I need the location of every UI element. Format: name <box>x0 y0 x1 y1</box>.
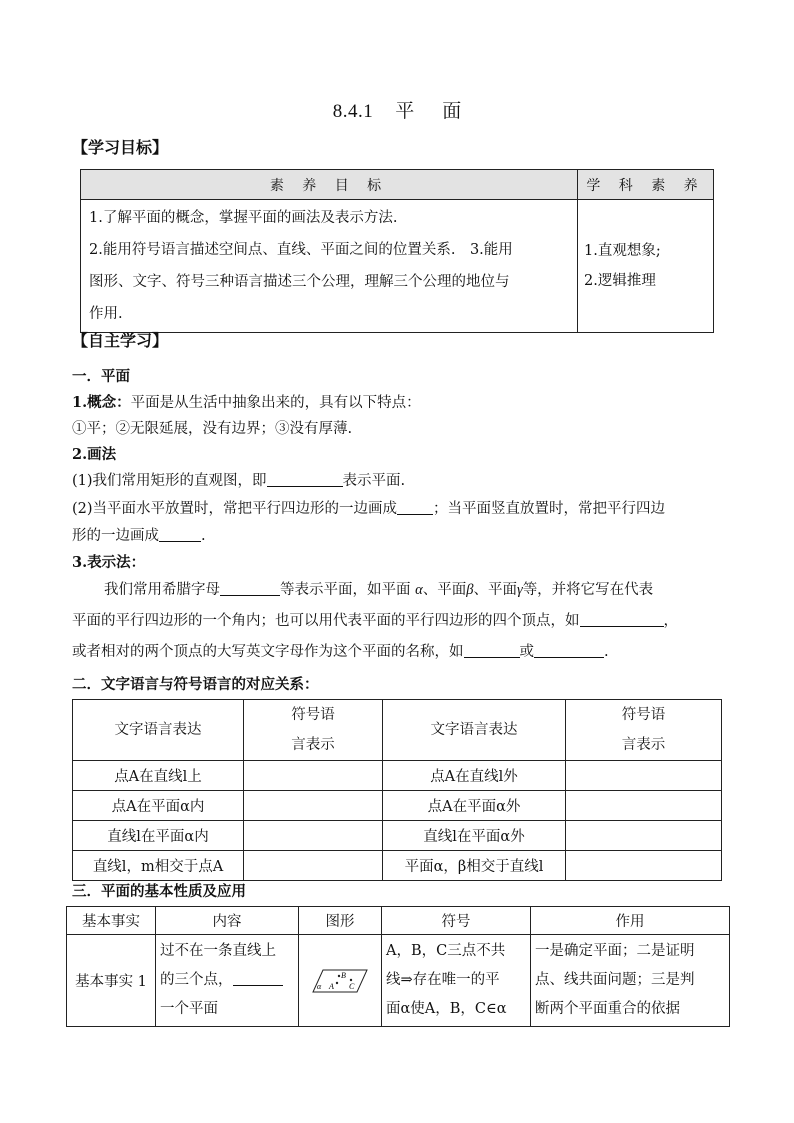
symbol-line-2: 线⇒存在唯一的平 <box>386 972 500 988</box>
concept-text: 平面是从生活中抽象出来的，具有以下特点： <box>130 395 421 411</box>
heading-correspondence: 二．文字语言与符号语言的对应关系： <box>72 676 319 693</box>
answer-blank[interactable] <box>267 472 343 487</box>
rep-text-2a: 平面的平行四边形的一个角内；也可以用代表平面的平行四边形的四个顶点，如 <box>72 613 580 629</box>
content-line-2 <box>160 966 294 995</box>
content-text-2: 的三个点， <box>160 972 233 988</box>
answer-blank[interactable] <box>159 527 201 542</box>
col-use: 作用 <box>531 907 730 935</box>
goal-line-2: 2.能用符号语言描述空间点、直线、平面之间的位置关系. 3.能用 <box>89 242 513 258</box>
title-word-1: 平 <box>395 100 415 122</box>
col-symbol: 符号 <box>382 907 531 935</box>
table-cell: 点A在平面α内 <box>73 791 244 821</box>
goals-header-subject-literacy: 学 科 素 养 <box>578 170 714 200</box>
col-symbol2-line1: 符号语 <box>621 707 666 723</box>
answer-cell[interactable] <box>244 821 383 851</box>
goals-header-literacy-goals: 素 养 目 标 <box>81 170 578 200</box>
col-symbol-expression <box>244 700 383 761</box>
rep-text-3b: 或 <box>519 644 534 660</box>
symbol-line-1: A，B，C三点不共 <box>386 943 506 959</box>
representation-line-2 <box>72 609 732 630</box>
answer-blank[interactable] <box>233 971 283 986</box>
answer-blank[interactable] <box>397 500 433 515</box>
properties-table <box>66 906 730 1027</box>
basic-fact-content <box>156 935 299 1027</box>
basic-fact-use <box>531 935 730 1027</box>
correspondence-table <box>72 699 722 881</box>
content-line-3: 一个平面 <box>160 1001 218 1017</box>
page-title <box>0 96 794 123</box>
answer-blank[interactable] <box>580 612 664 627</box>
answer-blank[interactable] <box>464 643 520 658</box>
table-cell: 平面α，β相交于直线l <box>383 851 566 881</box>
symbol-line-3: 面α使A，B，C∈α <box>386 1001 507 1017</box>
content-line-1: 过不在一条直线上 <box>160 943 276 959</box>
answer-cell[interactable] <box>566 791 722 821</box>
drawing-line-1 <box>72 469 732 490</box>
basic-fact-symbol <box>382 935 531 1027</box>
rep-text-3a: 或者相对的两个顶点的大写英文字母作为这个平面的名称，如 <box>72 644 464 660</box>
table-cell: 直线l在平面α外 <box>383 821 566 851</box>
heading-basic-properties: 三．平面的基本性质及应用 <box>72 883 246 900</box>
rep-text-1c: 、平面 <box>422 582 467 598</box>
literacy-content <box>578 200 714 333</box>
beta-symbol: β <box>466 582 474 598</box>
concept-features: ①平；②无限延展，没有边界；③没有厚薄. <box>72 421 353 437</box>
representation-line-3 <box>72 640 732 661</box>
col-symbol-line2: 言表示 <box>291 737 335 753</box>
col-figure: 图形 <box>299 907 382 935</box>
alpha-symbol: α <box>415 582 423 598</box>
section-learning-goals: 【学习目标】 <box>72 138 169 157</box>
col-content: 内容 <box>156 907 299 935</box>
rep-text-1e: 等，并将它写在代表 <box>522 582 654 598</box>
table-cell: 直线l在平面α内 <box>73 821 244 851</box>
col-basic-fact: 基本事实 <box>67 907 156 935</box>
drawing-text-2b: ；当平面竖直放置时，常把平行四边 <box>433 501 666 517</box>
drawing-text-2a: (2)当平面水平放置时，常把平行四边形的一边画成 <box>72 501 398 517</box>
goals-content <box>81 200 578 333</box>
table-cell: 点A在平面α外 <box>383 791 566 821</box>
representation-line-1 <box>104 578 764 599</box>
drawing-text-1a: (1)我们常用矩形的直观图，即 <box>72 473 267 489</box>
rep-text-2b: ， <box>663 613 678 629</box>
drawing-label: 2.画法 <box>72 446 117 463</box>
use-line-3: 断两个平面重合的依据 <box>535 1001 680 1017</box>
gamma-symbol: γ <box>516 582 523 598</box>
table-cell: 点A在直线l上 <box>73 761 244 791</box>
plane-figure-icon <box>311 966 369 996</box>
goal-line-3: 图形、文字、符号三种语言描述三个公理，理解三个公理的地位与 <box>89 274 510 290</box>
fig-label-A: A <box>329 981 334 991</box>
col-symbol-expression-2 <box>566 700 722 761</box>
rep-text-1b: 等表示平面，如平面 <box>280 582 411 598</box>
goal-line-4: 作用. <box>89 306 123 322</box>
answer-cell[interactable] <box>566 851 722 881</box>
fig-label-alpha: α <box>317 981 322 991</box>
concept-label: 1.概念： <box>72 394 131 411</box>
drawing-line-2 <box>72 497 732 518</box>
answer-blank[interactable] <box>220 581 280 596</box>
fig-label-C: C <box>349 981 355 991</box>
fig-label-B: B <box>341 970 346 980</box>
col-text-expression-2: 文字语言表达 <box>383 700 566 761</box>
literacy-item-2: 2.逻辑推理 <box>584 273 656 289</box>
answer-cell[interactable] <box>566 761 722 791</box>
rep-text-3c: . <box>604 644 609 660</box>
use-line-1: 一是确定平面；二是证明 <box>535 943 695 959</box>
basic-fact-name: 基本事实 1 <box>67 935 156 1027</box>
goals-table <box>80 169 714 333</box>
drawing-text-3b: . <box>201 528 206 544</box>
section-self-study: 【自主学习】 <box>72 331 169 350</box>
title-word-2: 面 <box>442 100 462 122</box>
answer-cell[interactable] <box>566 821 722 851</box>
representation-label: 3.表示法： <box>72 554 146 571</box>
concept-line <box>72 391 732 412</box>
drawing-text-3a: 形的一边画成 <box>72 528 159 544</box>
literacy-item-1: 1.直观想象; <box>584 243 661 259</box>
drawing-line-3 <box>72 524 732 545</box>
col-symbol2-line2: 言表示 <box>621 737 666 753</box>
col-symbol-line1: 符号语 <box>291 707 335 723</box>
title-number: 8.4.1 <box>332 101 374 122</box>
heading-plane: 一．平面 <box>72 368 130 385</box>
col-text-expression: 文字语言表达 <box>73 700 244 761</box>
basic-fact-figure <box>299 935 382 1027</box>
rep-text-1d: 、平面 <box>473 582 517 598</box>
use-line-2: 点、线共面问题；三是判 <box>535 972 695 988</box>
goal-line-1: 1.了解平面的概念，掌握平面的画法及表示方法. <box>89 210 398 226</box>
rep-text-1a: 我们常用希腊字母 <box>104 582 220 598</box>
answer-cell[interactable] <box>244 791 383 821</box>
table-cell: 点A在直线l外 <box>383 761 566 791</box>
table-cell: 直线l，m相交于点A <box>73 851 244 881</box>
answer-cell[interactable] <box>244 761 383 791</box>
answer-cell[interactable] <box>244 851 383 881</box>
drawing-text-1b: 表示平面. <box>342 473 406 489</box>
answer-blank[interactable] <box>534 643 604 658</box>
